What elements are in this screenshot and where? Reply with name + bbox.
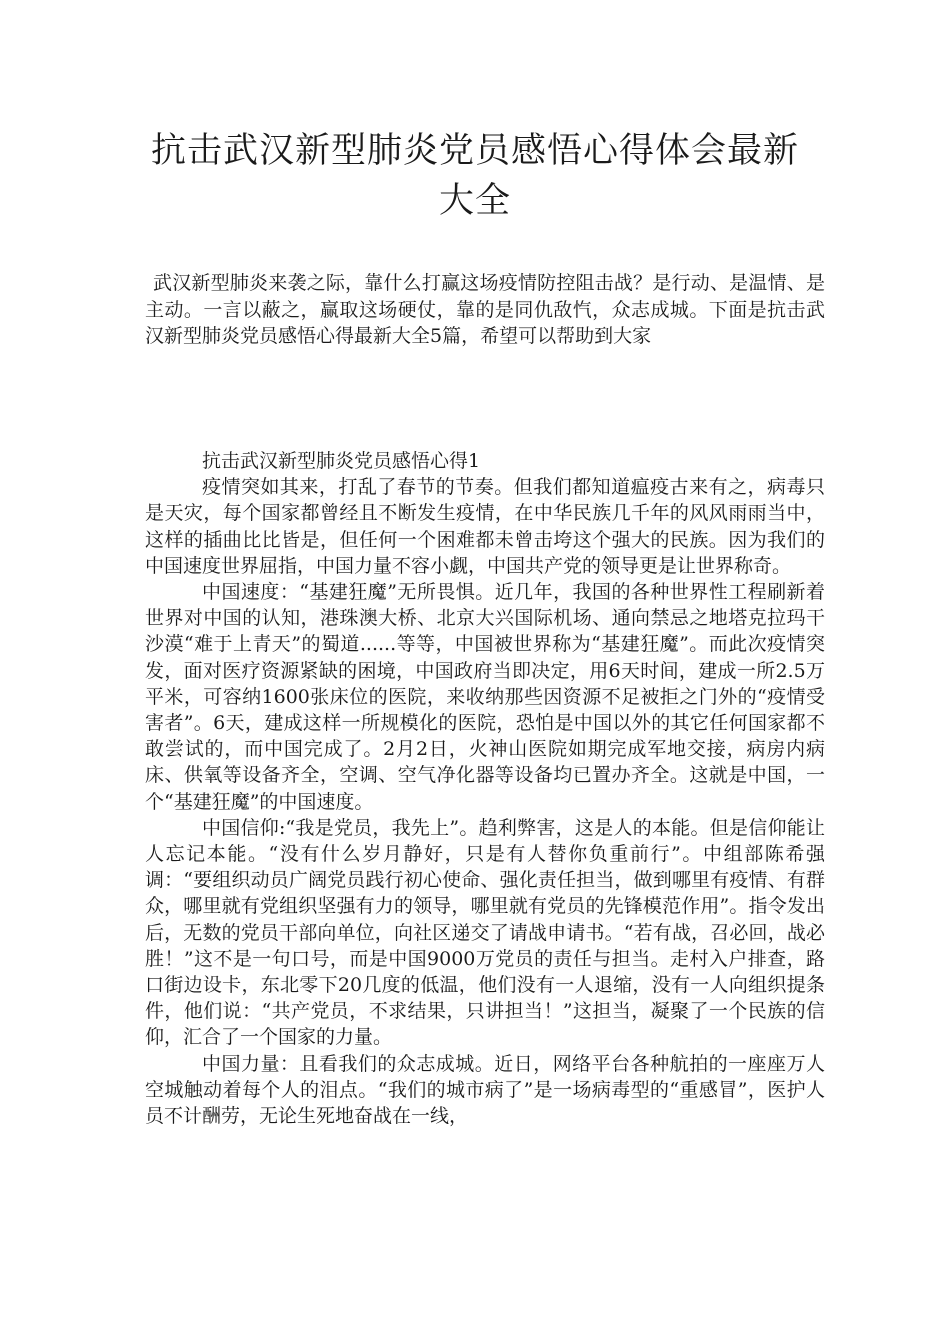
document-title xyxy=(120,126,830,226)
article-body xyxy=(145,448,825,1129)
title-line-1: 抗击武汉新型肺炎党员感悟心得体会最新 xyxy=(150,131,799,171)
body-paragraph-1: 疫情突如其来，打乱了春节的节奏。但我们都知道瘟疫古来有之，病毒只是天灾，每个国家都曾经且不断发生疫情，在中华民族几千年的风风雨雨当中，这样的插曲比比皆是，但任何一个困难都未曾击垮这个强大的民族。因为我们的中国速度世界屈指，中国力量不容小觑，中国共产党的领导更是让世界称奇。 xyxy=(145,476,825,577)
body-paragraph-3: 中国信仰:“我是党员，我先上”。趋利弊害，这是人的本能。但是信仰能让人忘记本能。“没有什么岁月静好，只是有人替你负重前行”。中组部陈希强调：“要组织动员广阔党员践行初心使命、强化责任担当，做到哪里有疫情、有群众，哪里就有党组织坚强有力的领导，哪里就有党员的先锋模范作用”。指令发出后，无数的党员干部向单位，向社区递交了请战申请书。“若有战，召必回，战必胜！”这不是一句口号，而是中国9000万党员的责任与担当。走村入户排查，路口街边设卡，东北零下20几度的低温，他们没有一人退缩，没有一人向组织提条件，他们说：“共产党员，不求结果，只讲担当！”这担当，凝聚了一个民族的信仰，汇合了一个国家的力量。 xyxy=(145,816,825,1049)
title-line-2: 大全 xyxy=(438,181,511,221)
intro-paragraph: 武汉新型肺炎来袭之际，靠什么打赢这场疫情防控阻击战？是行动、是温情、是主动。一言以蔽之，赢取这场硬仗，靠的是同仇敌忾，众志成城。下面是抗击武汉新型肺炎党员感悟心得最新大全5篇，希望可以帮助到大家 xyxy=(145,272,825,347)
body-paragraph-2: 中国速度：“基建狂魔”无所畏惧。近几年，我国的各种世界性工程刷新着世界对中国的认知，港珠澳大桥、北京大兴国际机场、通向禁忌之地塔克拉玛干沙漠“难于上青天”的蜀道......等等，中国被世界称为“基建狂魔”。而此次疫情突发，面对医疗资源紧缺的困境，中国政府当即决定，用6天时间，建成一所2.5万平米，可容纳1600张床位的医院，来收纳那些因资源不足被拒之门外的“疫情受害者”。6天，建成这样一所规模化的医院，恐怕是中国以外的其它任何国家都不敢尝试的，而中国完成了。2月2日，火神山医院如期完成军地交接，病房内病床、供氧等设备齐全，空调、空气净化器等设备均已置办齐全。这就是中国，一个“基建狂魔”的中国速度。 xyxy=(145,581,825,813)
body-paragraph-4: 中国力量：且看我们的众志成城。近日，网络平台各种航拍的一座座万人空城触动着每个人的泪点。“我们的城市病了”是一场病毒型的“重感冒”，医护人员不计酬劳，无论生死地奋战在一线， xyxy=(145,1052,825,1128)
section-heading: 抗击武汉新型肺炎党员感悟心得1 xyxy=(202,450,481,472)
